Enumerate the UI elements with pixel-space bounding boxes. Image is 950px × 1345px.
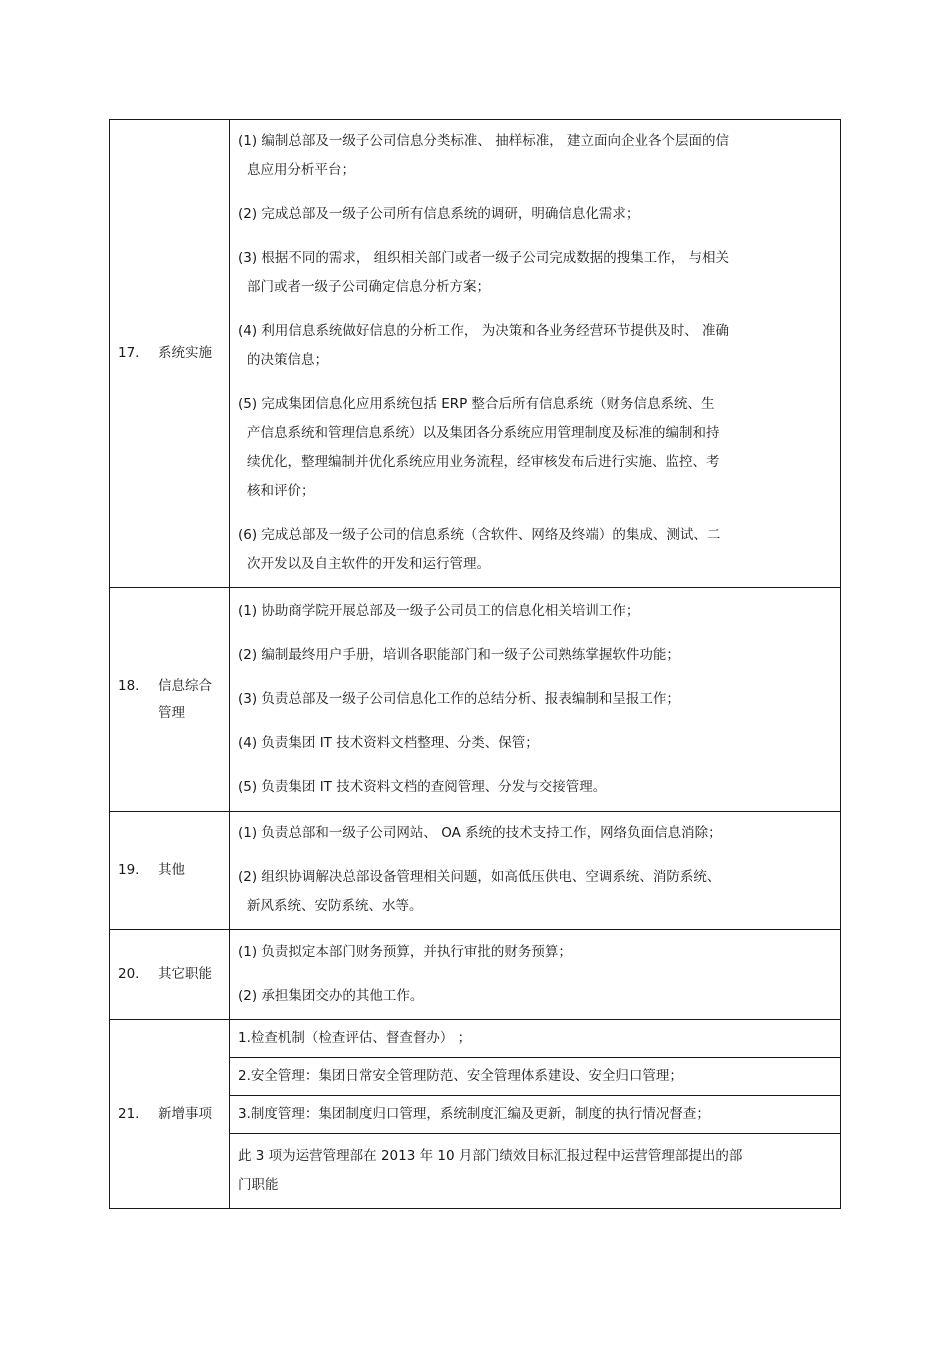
duty-item: [238, 127, 831, 185]
duty-item-line: (2) 承担集团交办的其他工作。: [238, 987, 424, 1004]
section-label: [110, 673, 229, 727]
section-label-cell: [110, 812, 230, 930]
duty-item-line: (1) 编制总部及一级子公司信息分类标准、 抽样标准， 建立面向企业各个层面的信: [238, 133, 729, 149]
duty-item: [238, 521, 831, 579]
duty-item-line: (1) 负责总部和一级子公司网站、 OA 系统的技术支持工作，网络负面信息消除；: [238, 825, 722, 841]
new-items-note: [230, 1134, 840, 1208]
duty-table: [109, 119, 841, 1209]
note-line: 此 3 项为运营管理部在 2013 年 10 月部门绩效目标汇报过程中运营管理部提出的部: [238, 1148, 743, 1164]
new-item-row: 1.检查机制（检查评估、督查督办） ；: [230, 1020, 840, 1058]
table-row-section-21: [110, 1020, 841, 1209]
duty-item-line: 续优化，整理编制并优化系统应用业务流程，经审核发布后进行实施、监控、考: [247, 454, 720, 470]
section-items-cell: [230, 588, 841, 812]
section-number: 19.: [118, 862, 140, 878]
duty-item: [238, 317, 831, 375]
note-line: 门职能: [238, 1177, 279, 1193]
section-label-cell: [110, 588, 230, 812]
duty-item-line: 息应用分析平台；: [247, 162, 355, 178]
duty-table-body: [110, 120, 841, 1209]
duty-item-line: 部门或者一级子公司确定信息分析方案；: [247, 279, 490, 295]
duty-item: [238, 773, 831, 802]
duty-item-line: (1) 负责拟定本部门财务预算，并执行审批的财务预算；: [238, 943, 572, 960]
table-row-section: [110, 588, 841, 812]
section-label-cell: [110, 930, 230, 1020]
table-row-section: [110, 930, 841, 1020]
duty-item-line: (2) 组织协调解决总部设备管理相关问题，如高低压供电、空调系统、消防系统、: [238, 869, 721, 885]
section-title: 新增事项: [158, 1105, 212, 1122]
section-label: [110, 1101, 229, 1128]
section-number: 18.: [118, 677, 140, 694]
duty-item: [238, 863, 831, 921]
duty-item: [238, 819, 831, 848]
table-row-section: [110, 812, 841, 930]
section-items-cell: [230, 930, 841, 1020]
section-number: 21.: [118, 1105, 140, 1122]
duty-item-list: [230, 933, 840, 1017]
section-number: 17.: [118, 345, 140, 361]
duty-item-line: 新风系统、安防系统、水等。: [247, 898, 423, 914]
duty-item-line: (1) 协助商学院开展总部及一级子公司员工的信息化相关培训工作；: [238, 602, 640, 619]
duty-item-line: (4) 利用信息系统做好信息的分析工作， 为决策和各业务经营环节提供及时、 准确: [238, 323, 729, 339]
duty-item: [238, 685, 831, 714]
duty-item: [238, 729, 831, 758]
duty-item: [238, 938, 831, 967]
duty-item: [238, 200, 831, 229]
section-items-cell: [230, 812, 841, 930]
section-items-cell: [230, 120, 841, 588]
duty-item-line: 次开发以及自主软件的开发和运行管理。: [247, 556, 490, 572]
duty-item-list: [230, 122, 840, 585]
duty-item-list: [230, 814, 840, 927]
section-title: 信息综合管理: [158, 677, 212, 721]
duty-item: [238, 390, 831, 506]
duty-item-line: (3) 负责总部及一级子公司信息化工作的总结分析、报表编制和呈报工作；: [238, 690, 680, 707]
section-title: 其他: [158, 862, 185, 878]
duty-item: [238, 597, 831, 626]
duty-item-line: 核和评价；: [247, 483, 315, 499]
duty-item-line: 的决策信息；: [247, 352, 328, 368]
section-21-items-cell: [230, 1020, 841, 1209]
duty-item: [238, 244, 831, 302]
duty-item-line: (2) 编制最终用户手册，培训各职能部门和一级子公司熟练掌握软件功能；: [238, 646, 680, 663]
section-21-label-cell: [110, 1020, 230, 1209]
duty-item-line: (5) 完成集团信息化应用系统包括 ERP 整合后所有信息系统（财务信息系统、生: [238, 396, 715, 412]
section-label-cell: [110, 120, 230, 588]
duty-item-line: (2) 完成总部及一级子公司所有信息系统的调研，明确信息化需求；: [238, 206, 640, 222]
duty-item-line: (5) 负责集团 IT 技术资料文档的查阅管理、分发与交接管理。: [238, 778, 607, 795]
duty-item-list: [230, 592, 840, 808]
section-label: [110, 340, 229, 367]
section-label: [110, 857, 229, 884]
new-item-row: 2.安全管理：集团日常安全管理防范、安全管理体系建设、安全归口管理；: [230, 1058, 840, 1096]
duty-item: [238, 641, 831, 670]
duty-item-line: (3) 根据不同的需求， 组织相关部门或者一级子公司完成数据的搜集工作， 与相关: [238, 250, 729, 266]
new-item-row: 3.制度管理：集团制度归口管理，系统制度汇编及更新，制度的执行情况督查；: [230, 1096, 840, 1134]
duty-item-line: (4) 负责集团 IT 技术资料文档整理、分类、保管；: [238, 734, 539, 751]
section-number: 20.: [118, 966, 140, 982]
section-title: 系统实施: [158, 345, 212, 361]
duty-item-line: 产信息系统和管理信息系统）以及集团各分系统应用管理制度及标准的编制和持: [247, 425, 720, 441]
section-label: [110, 961, 229, 988]
duty-item: [238, 982, 831, 1011]
duty-item-line: (6) 完成总部及一级子公司的信息系统（含软件、网络及终端）的集成、测试、二: [238, 527, 721, 543]
table-row-section: [110, 120, 841, 588]
section-title: 其它职能: [158, 966, 212, 982]
